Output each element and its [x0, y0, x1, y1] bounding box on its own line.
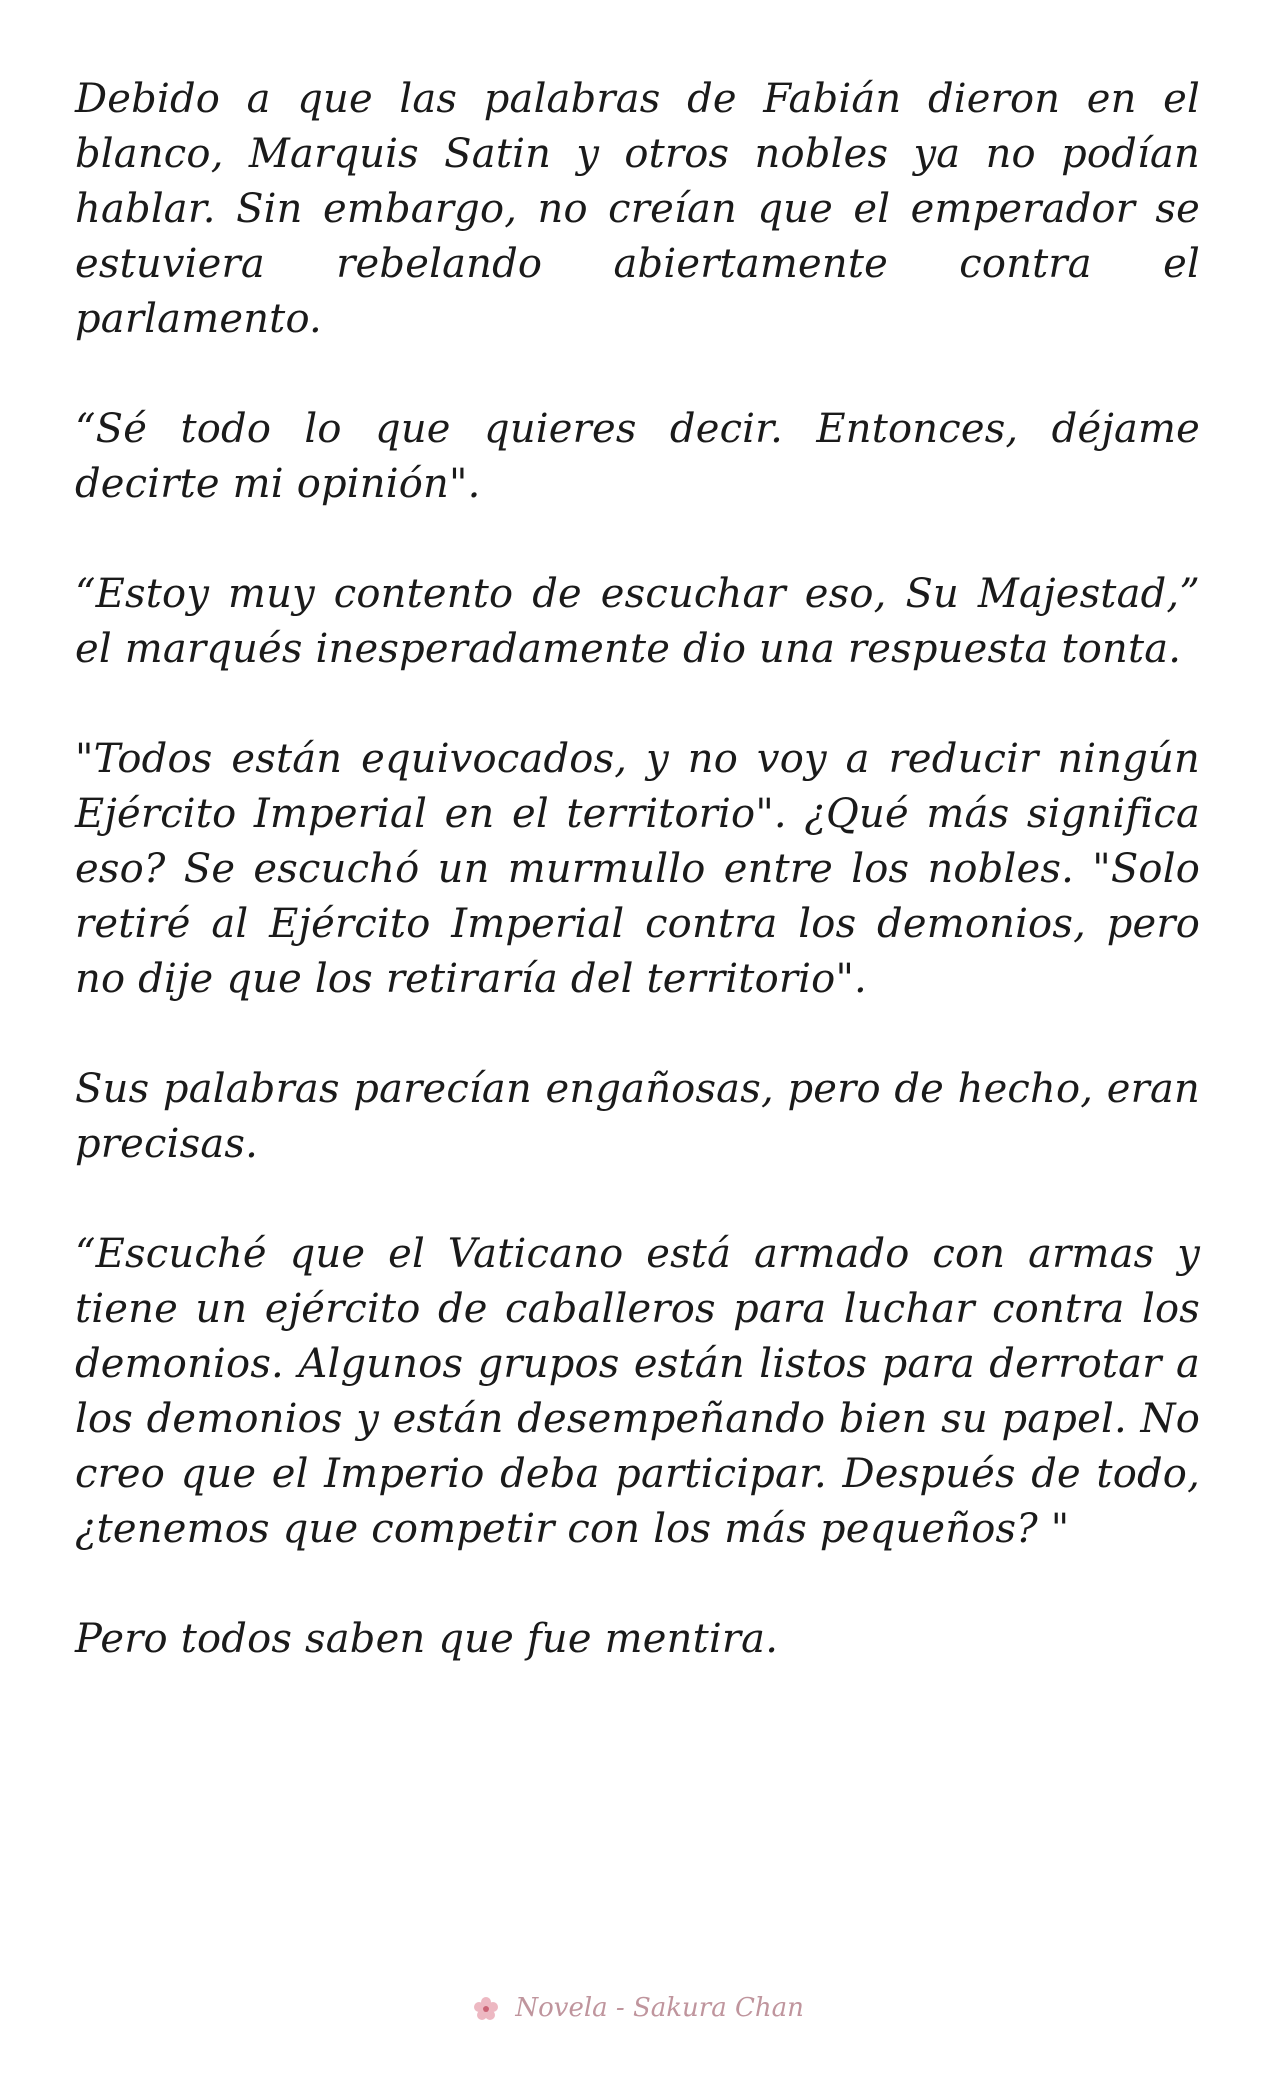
paragraph-7: Pero todos saben que fue mentira.	[75, 1616, 779, 1662]
paragraph-2: “Sé todo lo que quieres decir. Entonces, déjame decirte mi opinión".	[75, 406, 1200, 507]
sakura-flower-icon	[471, 1994, 501, 2024]
watermark	[0, 1993, 1275, 2024]
paragraph-3: “Estoy muy contento de escuchar eso, Su Majestad,” el marqués inesperadamente dio una respuesta tonta.	[75, 571, 1200, 672]
paragraph-6: “Escuché que el Vaticano está armado con armas y tiene un ejército de caballeros para luchar contra los demonios. Algunos grupos están listos para derrotar a los demonios y están desempeñando bien su papel. No creo que el Imperio deba participar. Después de todo, ¿tenemos que competir con los más pequeños? "	[75, 1231, 1200, 1552]
paragraph-4: "Todos están equivocados, y no voy a reducir ningún Ejército Imperial en el territorio". ¿Qué más significa eso? Se escuchó un murmullo entre los nobles. "Solo retiré al Ejército Imperial contra los demonios, pero no dije que los retiraría del territorio".	[75, 736, 1200, 1002]
document-body	[75, 72, 1200, 1722]
paragraph-5: Sus palabras parecían engañosas, pero de hecho, eran precisas.	[75, 1066, 1200, 1167]
watermark-text: Novela - Sakura Chan	[515, 1993, 804, 2023]
paragraph-1: Debido a que las palabras de Fabián dieron en el blanco, Marquis Satin y otros nobles ya no podían hablar. Sin embargo, no creían que el emperador se estuviera rebelando abiertamente contra el parlamento.	[75, 76, 1200, 342]
